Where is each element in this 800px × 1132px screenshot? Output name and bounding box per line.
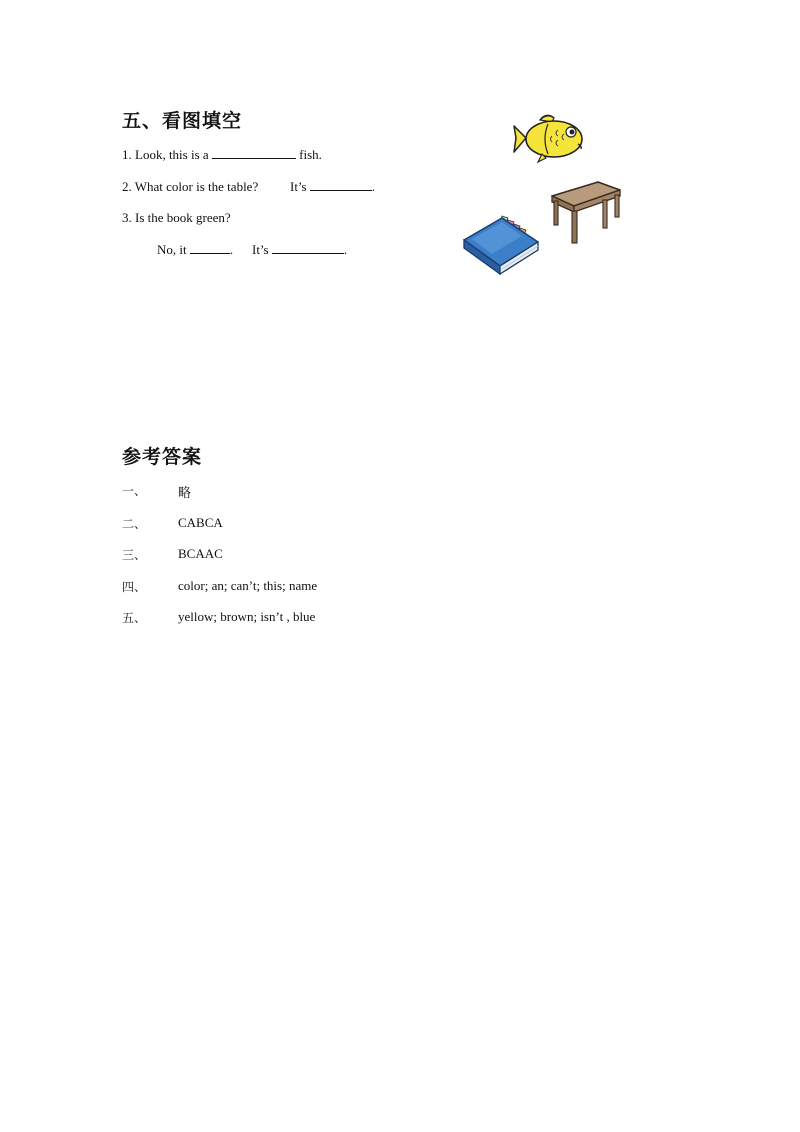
question-1-suffix: fish. [295,147,322,162]
answer-row [122,609,522,627]
question-1-text: 1. Look, this is a [122,147,212,162]
answers-title: 参考答案 [122,446,203,468]
answer-row [122,578,522,596]
question-3 [122,210,231,226]
answer-blank[interactable] [212,147,296,159]
question-2-answer [290,179,375,195]
answer-number: 二、 [122,517,147,531]
period: . [229,242,234,257]
question-2 [122,179,258,195]
its-label: It’s [252,242,272,257]
question-3-text: 3. Is the book green? [122,210,231,225]
answer-text: BCAAC [178,546,223,561]
question-1 [122,147,322,163]
table-picture [548,178,622,246]
answer-blank[interactable] [190,242,230,254]
section-title: 五、看图填空 [122,110,243,132]
answer-number: 四、 [122,580,147,594]
question-3-answer-b [252,242,347,258]
answer-row [122,515,522,533]
answer-text: color; an; can’t; this; name [178,578,318,593]
answer-number: 三、 [122,548,147,562]
answer-number: 五、 [122,611,147,625]
fish-picture [512,110,588,166]
period: . [343,242,348,257]
question-3-answer-a [157,242,233,258]
question-2-text: 2. What color is the table? [122,179,259,194]
book-picture [462,212,542,280]
answer-number: 一、 [122,484,147,498]
answer-text: 略 [178,485,192,500]
period: . [371,179,376,194]
no-it-label: No, it [157,242,190,257]
answer-blank[interactable] [310,179,372,191]
answer-row [122,546,522,564]
answer-text: yellow; brown; isn’t , blue [178,609,316,624]
its-label: It’s [290,179,310,194]
answer-row [122,482,522,500]
answer-text: CABCA [178,515,223,530]
answer-blank[interactable] [272,242,344,254]
